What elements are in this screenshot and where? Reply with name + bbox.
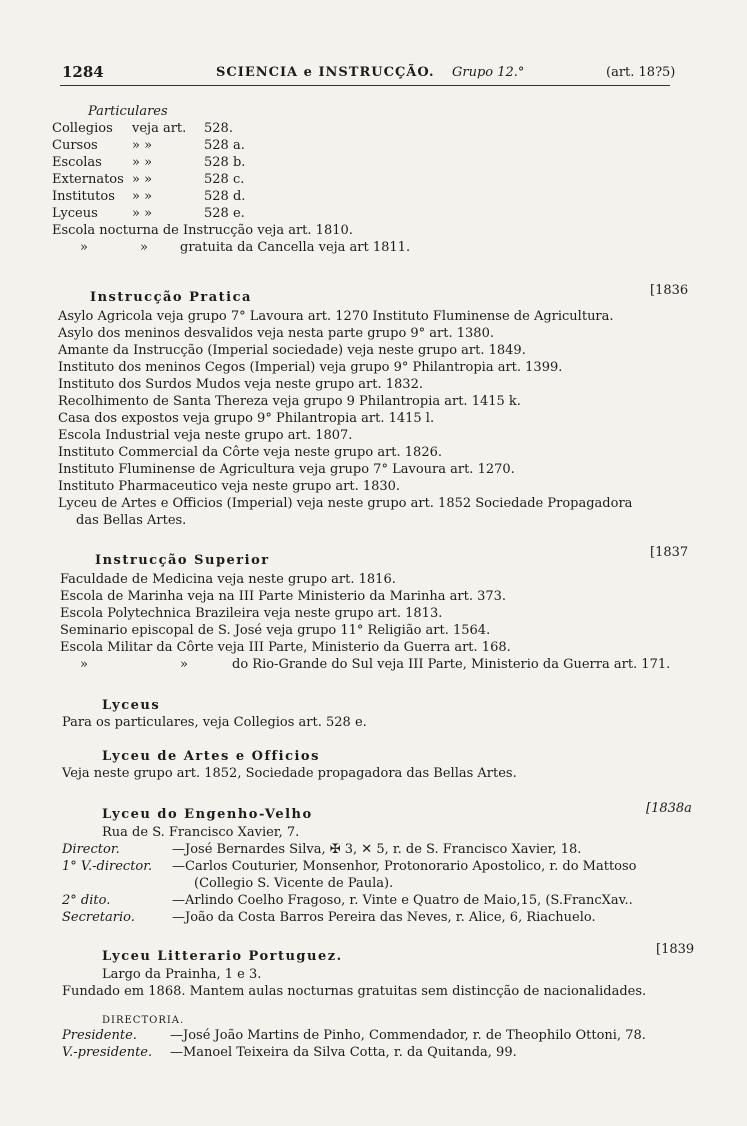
list-item: Externatos » » 528 c.: [52, 172, 245, 187]
list-item: Cursos » » 528 a.: [52, 138, 245, 153]
list-item: » » do Rio-Grande do Sul veja III Parte, Ministerio da Guerra art. 171.: [80, 657, 671, 672]
directoria-heading: DIRECTORIA.: [102, 1015, 185, 1026]
list-item: Asylo Agricola veja grupo 7° Lavoura art. 1270 Instituto Fluminense de Agricultura.: [58, 309, 614, 324]
list-item: Collegios veja art. 528.: [52, 121, 233, 136]
section-heading-lyceus: Lyceus: [102, 698, 161, 713]
list-item: Instituto dos meninos Cegos (Imperial) veja grupo 9° Philantropia art. 1399.: [58, 360, 563, 375]
page-number: 1284: [62, 63, 104, 81]
list-item: Escola de Marinha veja na III Parte Ministerio da Marinha art. 373.: [60, 589, 507, 604]
lyceus-line: Para os particulares, veja Collegios art. 528 e.: [62, 715, 367, 730]
list-item: Escola Polytechnica Brazileira veja neste grupo art. 1813.: [60, 606, 443, 621]
engenho-address: Rua de S. Francisco Xavier, 7.: [102, 825, 300, 840]
list-item: Lyceus » » 528 e.: [52, 206, 245, 221]
list-item: » » gratuita da Cancella veja art 1811.: [80, 240, 411, 255]
staff-row: V.-presidente. —Manoel Teixeira da Silva Cotta, r. da Quitanda, 99.: [62, 1045, 517, 1060]
section-ref-portuguez: [1839: [656, 942, 695, 957]
staff-row: Presidente. —José João Martins de Pinho, Commendador, r. de Theophilo Ottoni, 78.: [62, 1028, 646, 1043]
staff-row: Secretario. —João da Costa Barros Pereira das Neves, r. Alice, 6, Riachuelo.: [62, 910, 596, 925]
group-label: Grupo 12.°: [452, 65, 525, 80]
list-item: Instituto Commercial da Côrte veja neste grupo art. 1826.: [58, 445, 442, 460]
section-heading-artes: Lyceu de Artes e Officios: [102, 749, 320, 764]
list-item: Escola nocturna de Instrucção veja art. 1810.: [52, 223, 353, 238]
staff-row: 1° V.-director. —Carlos Couturier, Monsenhor, Protonorario Apostolico, r. do Mattoso: [62, 859, 637, 874]
list-item: Escola Militar da Côrte veja III Parte, Ministerio da Guerra art. 168.: [60, 640, 511, 655]
list-item: Amante da Instrucção (Imperial sociedade) veja neste grupo art. 1849.: [58, 343, 526, 358]
list-item: Instituto Fluminense de Agricultura veja grupo 7° Lavoura art. 1270.: [58, 462, 515, 477]
section-heading-superior: Instrucção Superior: [95, 553, 270, 568]
list-item: Asylo dos meninos desvalidos veja nesta parte grupo 9° art. 1380.: [58, 326, 494, 341]
running-title: SCIENCIA e INSTRUCÇÃO.: [216, 65, 435, 80]
list-item: Recolhimento de Santa Thereza veja grupo 9 Philantropia art. 1415 k.: [58, 394, 521, 409]
list-item: Casa dos expostos veja grupo 9° Philantropia art. 1415 l.: [58, 411, 435, 426]
list-item: das Bellas Artes.: [76, 513, 187, 528]
staff-row: Director. —José Bernardes Silva, ✠ 3, ✕ 5, r. de S. Francisco Xavier, 18.: [62, 842, 582, 857]
particulares-heading: Particulares: [88, 104, 168, 119]
section-heading-portuguez: Lyceu Litterario Portuguez.: [102, 949, 343, 964]
staff-row: (Collegio S. Vicente de Paula).: [194, 876, 394, 891]
staff-row: 2° dito. —Arlindo Coelho Fragoso, r. Vinte e Quatro de Maio,15, (S.FrancXav..: [62, 893, 633, 908]
portuguez-founded: Fundado em 1868. Mantem aulas nocturnas gratuitas sem distincção de nacionalidades.: [62, 984, 647, 999]
artes-line: Veja neste grupo art. 1852, Sociedade propagadora das Bellas Artes.: [62, 766, 517, 781]
list-item: Instituto dos Surdos Mudos veja neste grupo art. 1832.: [58, 377, 423, 392]
list-item: Instituto Pharmaceutico veja neste grupo art. 1830.: [58, 479, 401, 494]
section-ref-engenho: [1838a: [646, 801, 692, 816]
section-heading-engenho: Lyceu do Engenho-Velho: [102, 807, 313, 822]
list-item: Institutos » » 528 d.: [52, 189, 246, 204]
list-item: Escola Industrial veja neste grupo art. 1807.: [58, 428, 353, 443]
list-item: Escolas » » 528 b.: [52, 155, 246, 170]
portuguez-address: Largo da Prainha, 1 e 3.: [102, 967, 262, 982]
section-ref-superior: [1837: [650, 545, 689, 560]
list-item: Faculdade de Medicina veja neste grupo art. 1816.: [60, 572, 396, 587]
section-heading-pratica: Instrucção Pratica: [90, 290, 252, 305]
section-ref-pratica: [1836: [650, 283, 689, 298]
list-item: Seminario episcopal de S. José veja grupo 11° Religião art. 1564.: [60, 623, 491, 638]
list-item: Lyceu de Artes e Officios (Imperial) veja neste grupo art. 1852 Sociedade Propagadora: [58, 496, 633, 511]
header-rule: [60, 85, 670, 86]
article-label: (art. 18?5): [606, 65, 676, 80]
